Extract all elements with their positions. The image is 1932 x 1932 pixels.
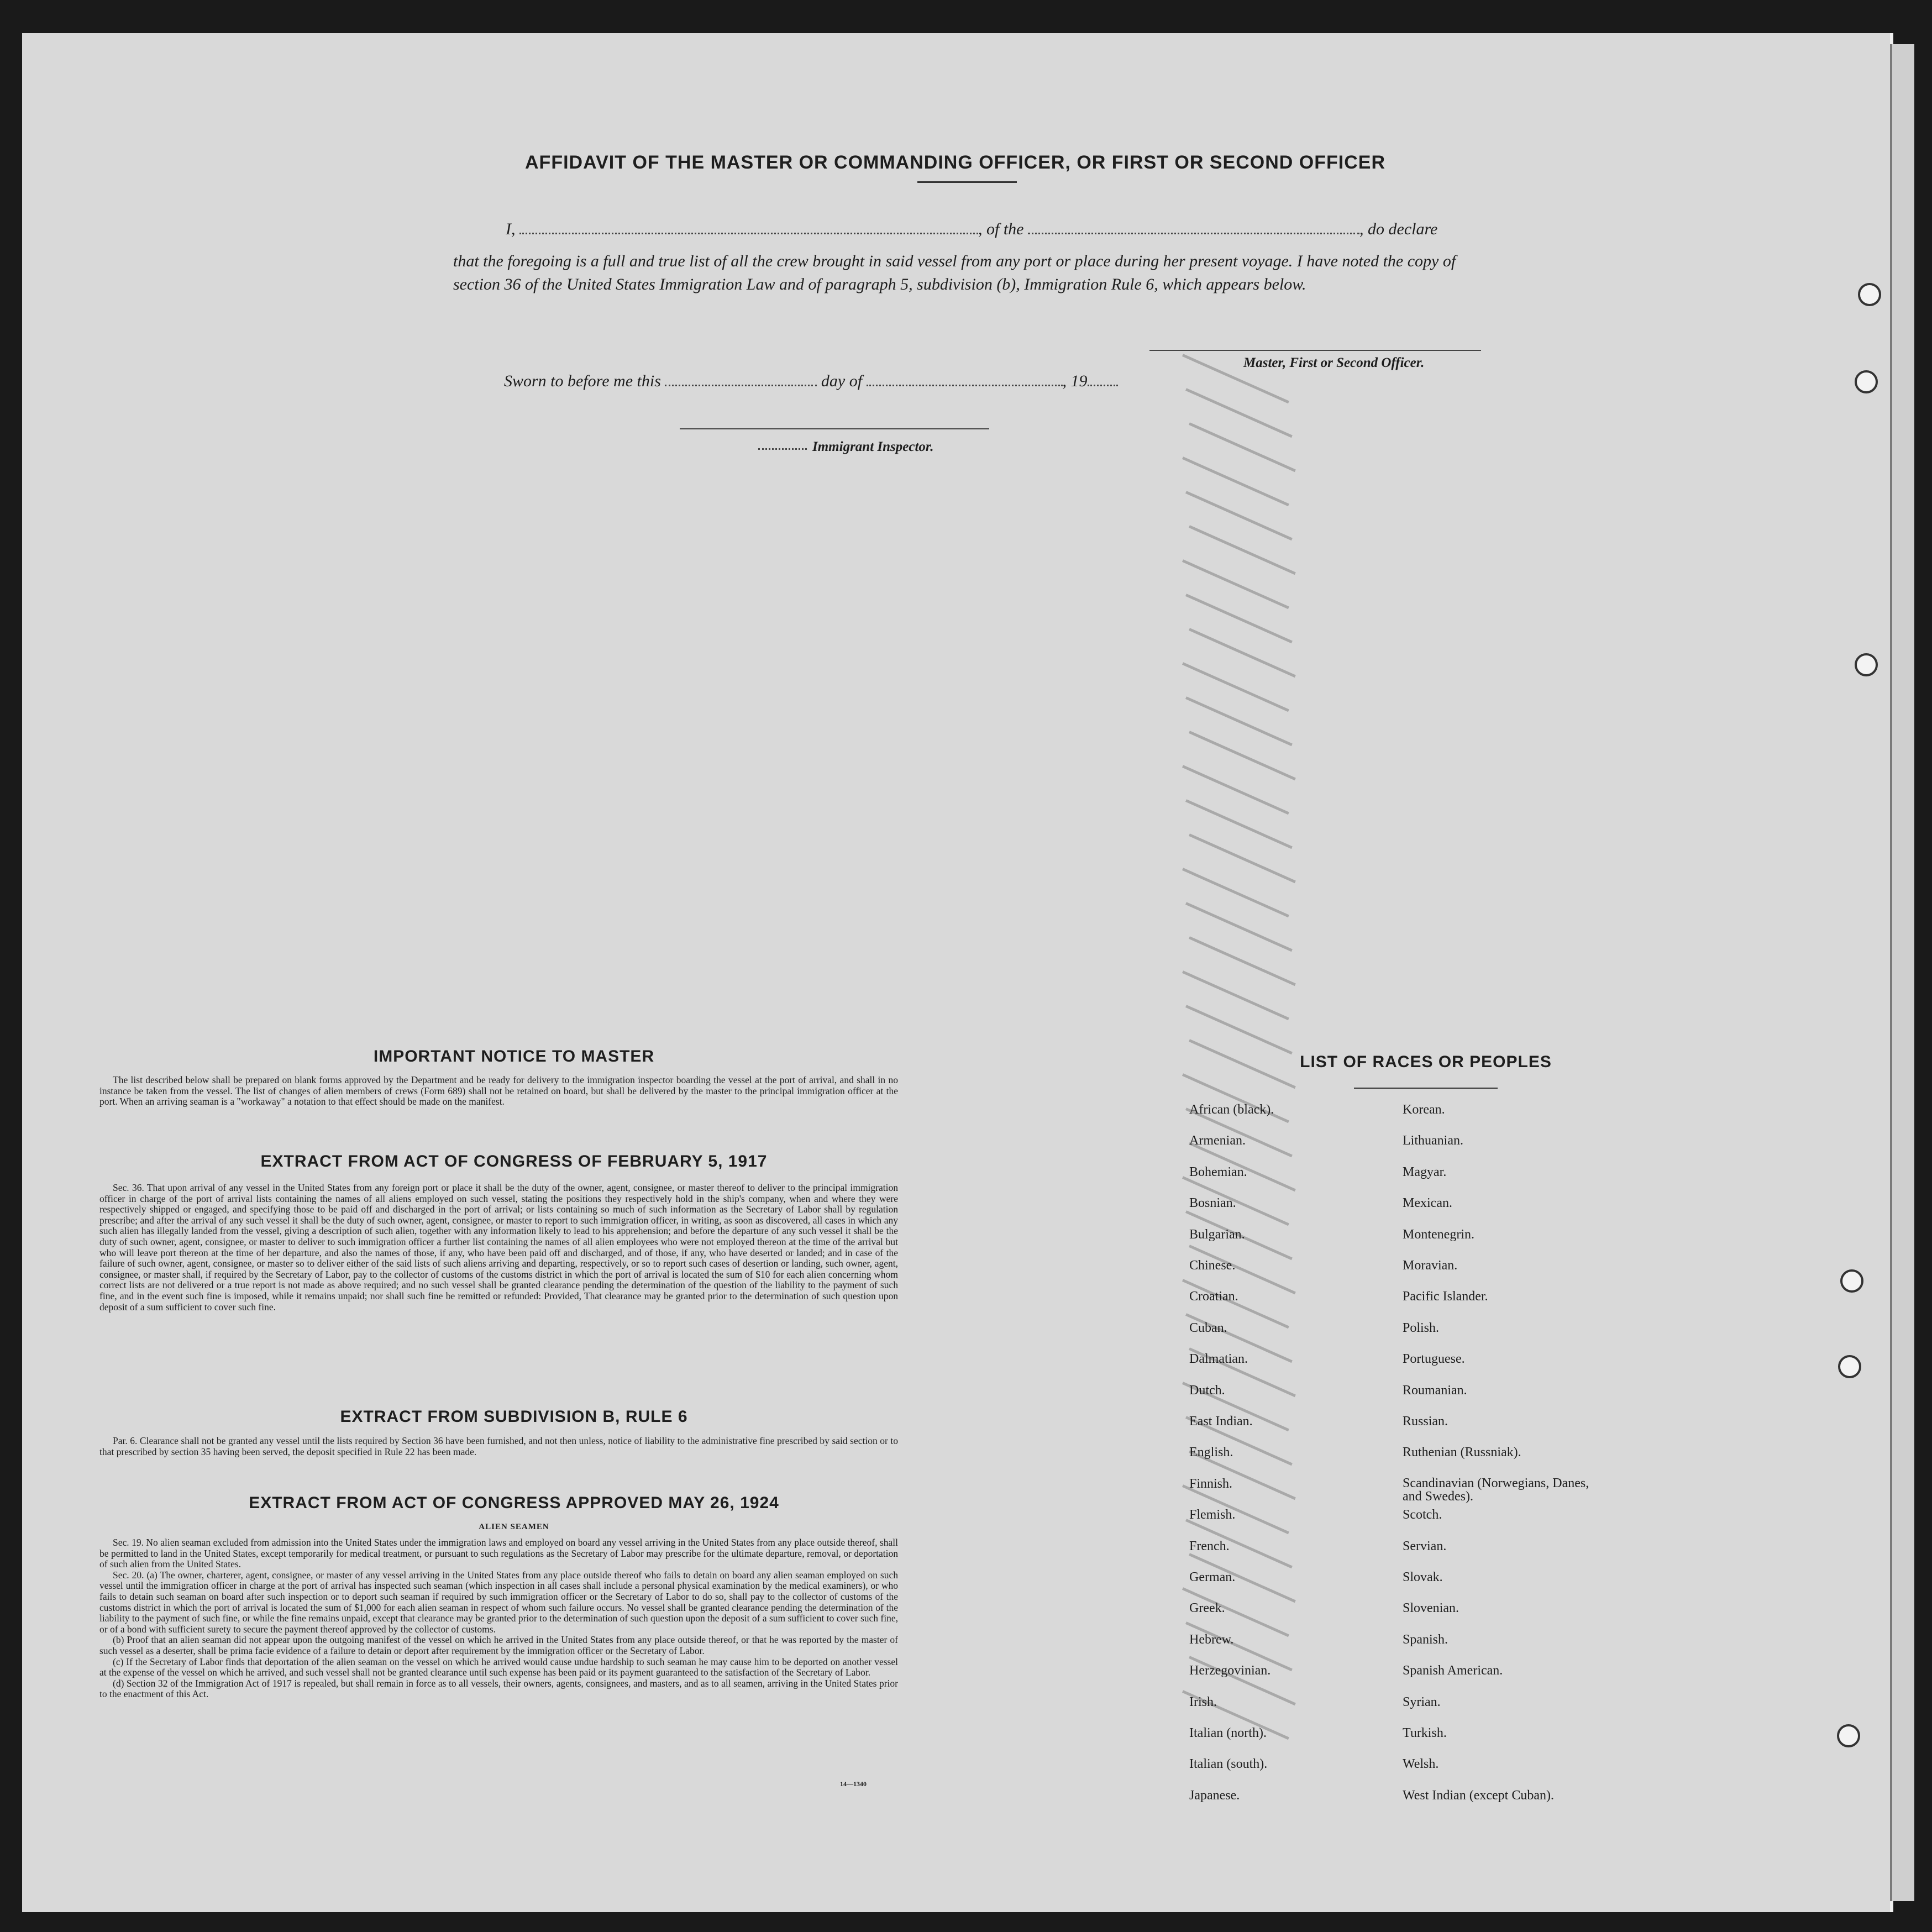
race-item: Croatian. [1189, 1289, 1238, 1304]
race-item: Bulgarian. [1189, 1227, 1245, 1242]
extract-rule6-body [99, 1436, 898, 1457]
of-the-label: , of the [978, 220, 1024, 238]
notice-title: IMPORTANT NOTICE TO MASTER [373, 1047, 655, 1065]
extract-rule6-title: EXTRACT FROM SUBDIVISION B, RULE 6 [340, 1408, 688, 1426]
race-item: Cuban. [1189, 1320, 1227, 1335]
race-item: Italian (north). [1189, 1726, 1267, 1740]
race-item: Finnish. [1189, 1476, 1233, 1491]
race-item: Ruthenian (Russniak). [1403, 1445, 1521, 1460]
race-item: West Indian (except Cuban). [1403, 1788, 1554, 1803]
notice-body [99, 1075, 898, 1107]
signature-label: Master, First or Second Officer. [1243, 355, 1425, 370]
race-item: Armenian. [1189, 1133, 1246, 1148]
race-item: Polish. [1403, 1320, 1440, 1335]
race-item: Chinese. [1189, 1258, 1236, 1273]
affidavit-title: AFFIDAVIT OF THE MASTER OR COMMANDING OFFICER, OR FIRST OR SECOND OFFICER [525, 152, 1385, 173]
month-blank [867, 370, 1063, 386]
declare-label: , do declare [1359, 220, 1438, 238]
race-item: Slovenian. [1403, 1601, 1459, 1616]
race-item: Flemish. [1189, 1508, 1236, 1523]
race-item: Spanish American. [1403, 1663, 1503, 1678]
name-blank [519, 218, 978, 234]
sworn-label: Sworn to before me this [504, 372, 661, 390]
race-item: Magyar. [1403, 1164, 1447, 1179]
hole-punch [1855, 653, 1878, 676]
affidavit-body: that the foregoing is a full and true list of all the crew brought in said vessel from any port or place during her present voyage. I have noted the copy of section 36 of the United States Immigration Law and of paragraph 5, subdivision (b), Immigration Rule 6, which appears below. [453, 252, 1456, 293]
race-item: Dalmatian. [1189, 1352, 1248, 1367]
hole-punch [1840, 1269, 1863, 1293]
day-of-label: day of [821, 372, 863, 390]
race-item: Servian. [1403, 1539, 1447, 1553]
inspector-signature-line [680, 428, 989, 429]
race-item: Welsh. [1403, 1757, 1439, 1772]
signature-line [1149, 350, 1481, 351]
divider [1354, 1088, 1498, 1089]
race-item: Syrian. [1403, 1694, 1441, 1709]
sec-20c-paragraph: (c) If the Secretary of Labor finds that deportation of the alien seaman on the vessel on which he arrived would cause undue hardship to such seaman he may cause him to be deported on another vessel at the expense of the vessel on which he arrived, and such vessel shall not be granted clearance until such expense has been paid or its payment guaranteed to the satisfaction of the Secretary of Labor. [99, 1656, 898, 1678]
sworn-line [504, 370, 1222, 391]
divider [917, 181, 1017, 183]
extract-1924-subtitle: ALIEN SEAMEN [479, 1523, 549, 1531]
form-code: 14—1340 [840, 1780, 867, 1788]
race-item: French. [1189, 1539, 1230, 1553]
sec-19-paragraph: Sec. 19. No alien seaman excluded from admission into the United States under the immigration laws and employed on board any vessel arriving in the United States from any place outside thereof, shall be permitted to land in the United States, except temporarily for medical treatment, or pursuant to such regulations as the Secretary of Labor may prescribe for the ultimate departure, removal, or deportation of such alien from the United States. [99, 1537, 898, 1570]
race-item: Bohemian. [1189, 1164, 1247, 1179]
sec-20a-paragraph: Sec. 20. (a) The owner, charterer, agent, consignee, or master of any vessel arriving in the United States from any place outside thereof who fails to detain on board any alien seaman employed on such vessel until the immigration officer in charge at the port of arrival has inspected such seaman (which inspection in all cases shall include a personal physical examination by the medical examiners), or who fails to detain such seaman on board after such inspection or to deport such seaman if required by such immigration officer or the Secretary of Labor to do so, shall pay to the collector of customs of the customs district in which the port of arrival is located the sum of $1,000 for each alien seaman in respect of whom such failure occurs. No vessel shall be granted clearance pending the determination of the liability to the payment of such fine, or while the fine remains unpaid, except that clearance may be granted prior to the determination of such question upon the deposit of a sum sufficient to cover such fine, or of a bond with sufficient surety to secure the payment thereof approved by the collector of customs. [99, 1569, 898, 1635]
race-item: Bosnian. [1189, 1196, 1236, 1211]
notice-paragraph: The list described below shall be prepared on blank forms approved by the Department and be ready for delivery to the immigration inspector boarding the vessel at the port of arrival, and shall in no instance be taken from the vessel. The list of changes of alien members of crews (Form 689) shall not be retained on board, but shall be delivered by the master to the principal immigration officer at the port. When an arriving seaman is a "workaway" a notation to that effect should be made on the manifest. [99, 1074, 898, 1107]
vessel-blank [1028, 218, 1359, 234]
extract-1924-title: EXTRACT FROM ACT OF CONGRESS APPROVED MAY 26, 1924 [249, 1494, 779, 1512]
race-item: Lithuanian. [1403, 1133, 1463, 1148]
race-item: Greek. [1189, 1601, 1225, 1616]
inspector-label: Immigrant Inspector. [812, 439, 934, 454]
race-item: Slovak. [1403, 1570, 1443, 1584]
section-36-paragraph: Sec. 36. That upon arrival of any vessel in the United States from any foreign port or place it shall be the duty of the owner, agent, consignee, or master thereof to deliver to the principal immigration officer in charge of the port of arrival lists containing the names of all aliens employed on such vessel, stating the positions they respectively hold in the ship's company, when and where they were respectively shipped or engaged, and specifying those to be paid off and discharged in the port of arrival; or lists containing so much of such information as the Secretary of Labor shall by regulation prescribe; and after the arrival of any such vessel it shall be the duty of such owner, agent, consignee, or master to report to such immigration officer, in writing, as soon as discovered, all cases in which any such alien has illegally landed from the vessel, giving a description of such alien, together with any information likely to lead to his apprehension; and before the departure of any such vessel it shall be the duty of such owner, agent, consignee, or master to deliver to such immigration officer a further list containing the names of all alien employees who were not employed thereon at the time of the arrival but who will leave port thereon at the time of her departure, and also the names of those, if any, who have been paid off and discharged, and of those, if any, who have deserted or landed; and in case of the failure of such owner, agent, consignee, or master so to deliver either of the said lists of such aliens arriving and departing, respectively, or so to report such cases of desertion or landing, such owner, agent, consignee, or master shall, if required by the Secretary of Labor, pay to the collector of customs of the customs district in which the port of arrival is located the sum of $10 for each alien concerning whom correct lists are not delivered or a true report is not made as above required; and no such vessel shall be granted clearance pending the determination of the question of the liability to the payment of such fine, and in the event such fine is imposed, while it remains unpaid; nor shall such fine be remitted or refunded: Provided, That clearance may be granted prior to the determination of such question upon deposit of a sum sufficient to cover such fine. [99, 1182, 898, 1313]
race-item: Irish. [1189, 1694, 1217, 1709]
race-item: Turkish. [1403, 1726, 1447, 1740]
race-item: Dutch. [1189, 1383, 1225, 1398]
race-item: Hebrew. [1189, 1632, 1234, 1647]
race-item: German. [1189, 1570, 1236, 1584]
race-item: Roumanian. [1403, 1383, 1467, 1398]
race-item: Montenegrin. [1403, 1227, 1474, 1242]
year-blank [1088, 370, 1118, 386]
extract-1924-body [99, 1537, 898, 1700]
races-title: LIST OF RACES OR PEOPLES [1300, 1053, 1552, 1071]
sec-20b-paragraph: (b) Proof that an alien seaman did not appear upon the outgoing manifest of the vessel on which he arrived in the United States from any place outside thereof, or that he was reported by the master of such vessel as a deserter, shall be prima facie evidence of a failure to detain or deport after requirement by the immigration officer or the Secretary of Labor. [99, 1634, 898, 1656]
race-item: Herzegovinian. [1189, 1663, 1271, 1678]
extract-1917-title: EXTRACT FROM ACT OF CONGRESS OF FEBRUARY 5, 1917 [260, 1152, 768, 1170]
hole-punch [1858, 283, 1881, 306]
race-item: Spanish. [1403, 1632, 1448, 1647]
i-label: I, [506, 220, 516, 238]
extract-1917-body [99, 1183, 898, 1313]
hole-punch [1838, 1355, 1861, 1378]
year-label: , 19 [1062, 372, 1088, 390]
race-item: Russian. [1403, 1414, 1448, 1429]
race-item: Mexican. [1403, 1196, 1452, 1211]
race-item: Italian (south). [1189, 1757, 1268, 1772]
page-edge [1890, 44, 1914, 1901]
hole-punch [1837, 1724, 1860, 1747]
sec-20d-paragraph: (d) Section 32 of the Immigration Act of 1917 is repealed, but shall remain in force as to all vessels, their owners, agents, consignees, and masters, and as to all seamen, arriving in the United States prior to the enactment of this Act. [99, 1677, 898, 1700]
race-item: Moravian. [1403, 1258, 1458, 1273]
race-item: Scandinavian (Norwegians, Danes, and Swedes). [1403, 1476, 1589, 1504]
race-item: Scotch. [1403, 1508, 1442, 1523]
inspector-dash [758, 448, 807, 450]
race-item: Korean. [1403, 1102, 1445, 1117]
par-6-paragraph: Par. 6. Clearance shall not be granted any vessel until the lists required by Section 36 have been furnished, and not then unless, notice of liability to the administrative fine prescribed by said section or to that prescribed by section 35 having been served, the deposit specified in Rule 22 has been made. [99, 1435, 898, 1457]
race-item: East Indian. [1189, 1414, 1253, 1429]
race-item: Portuguese. [1403, 1352, 1465, 1367]
race-item: Japanese. [1189, 1788, 1240, 1803]
affidavit-declaration-line [506, 218, 1495, 239]
hole-punch [1855, 370, 1878, 393]
race-item: African (black). [1189, 1102, 1274, 1117]
race-item: Pacific Islander. [1403, 1289, 1488, 1304]
day-blank [665, 370, 817, 386]
race-item: English. [1189, 1445, 1233, 1460]
